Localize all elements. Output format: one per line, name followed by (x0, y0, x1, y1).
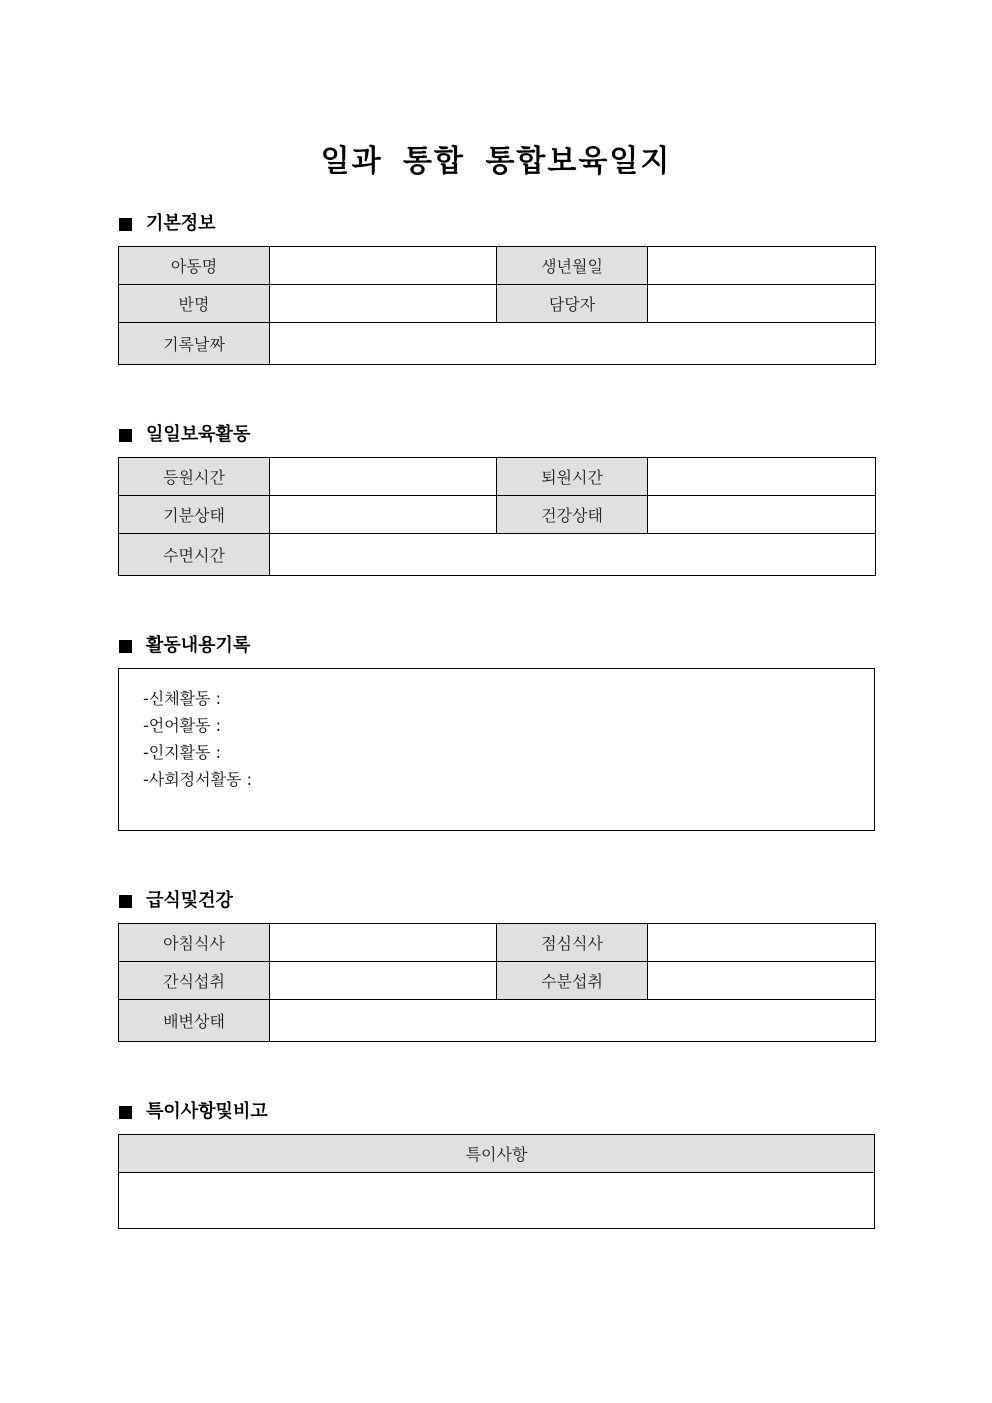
birth-date-label: 생년월일 (497, 247, 648, 285)
square-bullet-icon (119, 429, 132, 442)
notes-field[interactable] (119, 1173, 875, 1229)
lunch-field[interactable] (648, 924, 876, 962)
activity-line-cognitive: -인지활동 : (143, 743, 222, 762)
bowel-field[interactable] (270, 1000, 876, 1042)
departure-time-label: 퇴원시간 (497, 458, 648, 496)
square-bullet-icon (119, 895, 132, 908)
breakfast-field[interactable] (270, 924, 497, 962)
snack-field[interactable] (270, 962, 497, 1000)
class-name-label: 반명 (119, 285, 270, 323)
water-field[interactable] (648, 962, 876, 1000)
daily-care-table (118, 457, 876, 576)
mood-field[interactable] (270, 496, 497, 534)
arrival-time-field[interactable] (270, 458, 497, 496)
snack-label: 간식섭취 (119, 962, 270, 1000)
lunch-label: 점심식사 (497, 924, 648, 962)
activity-record-box[interactable] (118, 668, 875, 831)
sleep-time-field[interactable] (270, 534, 876, 576)
health-label: 건강상태 (497, 496, 648, 534)
activity-line-social-emotional: -사회정서활동 : (143, 770, 252, 789)
section-heading-text: 특이사항및비고 (146, 1101, 268, 1122)
teacher-field[interactable] (648, 285, 876, 323)
section-heading-notes (119, 1099, 268, 1125)
activity-line-physical: -신체활동 : (143, 689, 222, 708)
child-name-field[interactable] (270, 247, 497, 285)
teacher-label: 담당자 (497, 285, 648, 323)
section-heading-meals-health (119, 888, 233, 914)
notes-label: 특이사항 (119, 1135, 875, 1173)
breakfast-label: 아침식사 (119, 924, 270, 962)
activity-line-language: -언어활동 : (143, 716, 222, 735)
section-heading-text: 기본정보 (146, 213, 216, 234)
water-label: 수분섭취 (497, 962, 648, 1000)
arrival-time-label: 등원시간 (119, 458, 270, 496)
notes-table (118, 1134, 875, 1229)
mood-label: 기분상태 (119, 496, 270, 534)
meals-health-table (118, 923, 876, 1042)
section-heading-activity-record (119, 633, 250, 659)
basic-info-table (118, 246, 876, 365)
record-date-label: 기록날짜 (119, 323, 270, 365)
section-heading-text: 급식및건강 (146, 890, 233, 911)
departure-time-field[interactable] (648, 458, 876, 496)
child-name-label: 아동명 (119, 247, 270, 285)
sleep-time-label: 수면시간 (119, 534, 270, 576)
record-date-field[interactable] (270, 323, 876, 365)
section-heading-text: 활동내용기록 (146, 635, 251, 656)
bowel-label: 배변상태 (119, 1000, 270, 1042)
birth-date-field[interactable] (648, 247, 876, 285)
square-bullet-icon (119, 640, 132, 653)
section-heading-basic-info (119, 211, 216, 237)
square-bullet-icon (119, 218, 132, 231)
section-heading-text: 일일보육활동 (146, 424, 251, 445)
health-field[interactable] (648, 496, 876, 534)
page-title: 일과 통합 통합보육일지 (320, 144, 672, 179)
square-bullet-icon (119, 1106, 132, 1119)
class-name-field[interactable] (270, 285, 497, 323)
section-heading-daily-care (119, 422, 250, 448)
